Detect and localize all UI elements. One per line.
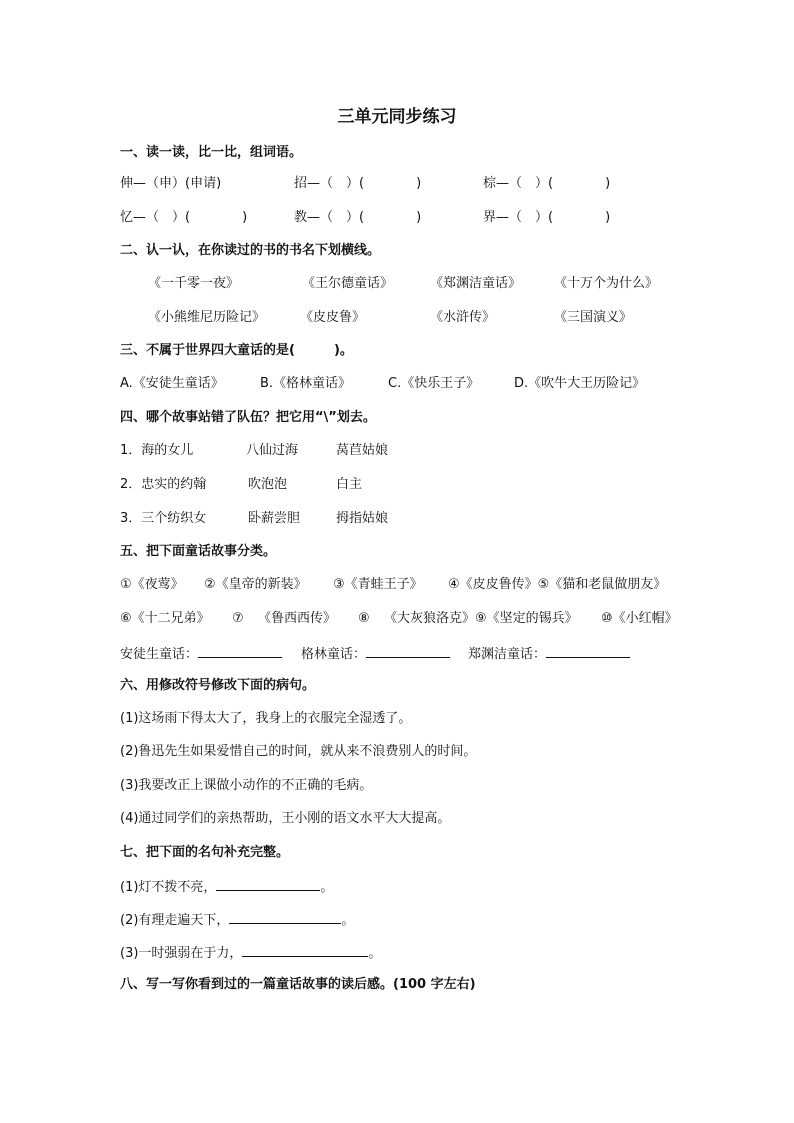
section-7-heading: 七、把下面的名句补充完整。 [120, 845, 290, 860]
story-item: ⑩《小红帽》 [601, 611, 678, 626]
sentence-item: (1)这场雨下得太大了，我身上的衣服完全湿透了。 [120, 711, 412, 726]
answer-blank[interactable] [242, 944, 368, 957]
section-5-heading: 五、把下面童话故事分类。 [120, 544, 277, 559]
story-item: 2．忠实的约翰 [120, 477, 207, 492]
category-andersen [120, 645, 282, 663]
answer-blank[interactable] [546, 645, 630, 658]
proverb-item [120, 878, 333, 896]
category-zheng [468, 645, 630, 663]
story-item: 3．三个纺织女 [120, 511, 207, 526]
page-title: 三单元同步练习 [337, 107, 457, 127]
proverb-item [120, 911, 354, 929]
story-item: ⑥《十二兄弟》 [120, 611, 210, 626]
book-title: 《郑渊洁童话》 [430, 276, 522, 291]
section-6-heading: 六、用修改符号修改下面的病句。 [120, 678, 316, 693]
word-item: 伸—（申）(申请) [120, 176, 222, 191]
section-1-heading: 一、读一读，比一比，组词语。 [120, 145, 303, 160]
book-title: 《水浒传》 [430, 310, 496, 325]
story-item: 八仙过海 [246, 443, 299, 458]
story-item: 《大灰狼洛克》⑨《坚定的锡兵》 [384, 611, 578, 626]
word-item: 招—（ ）( ) [294, 176, 422, 191]
story-item: ⑧ [358, 611, 370, 626]
choice-option-b: B.《格林童话》 [260, 376, 352, 391]
category-label: 郑渊洁童话： [468, 647, 547, 662]
section-8-heading: 八、写一写你看到过的一篇童话故事的读后感。(100 字左右) [120, 977, 476, 992]
sentence-item: (4)通过同学们的亲热帮助，王小刚的语文水平大大提高。 [120, 811, 451, 826]
proverb-text: (3)一时强弱在于力， [120, 946, 243, 961]
story-item: 吹泡泡 [248, 477, 288, 492]
book-title: 《皮皮鲁》 [300, 310, 366, 325]
section-3-heading: 三、不属于世界四大童话的是( )。 [120, 343, 353, 358]
category-label: 安徒生童话： [120, 647, 199, 662]
period: 。 [368, 946, 382, 961]
story-item: ③《青蛙王子》 [333, 577, 423, 592]
story-item: 卧薪尝胆 [248, 511, 301, 526]
sentence-item: (2)鲁迅先生如果爱惜自己的时间，就从来不浪费别人的时间。 [120, 744, 477, 759]
period: 。 [320, 880, 334, 895]
word-item: 忆—（ ）( ) [120, 210, 248, 225]
story-item: 拇指姑娘 [336, 511, 389, 526]
answer-blank[interactable] [216, 878, 320, 891]
proverb-item [120, 944, 381, 962]
story-item: 莴苣姑娘 [336, 443, 389, 458]
proverb-text: (1)灯不拨不亮， [120, 880, 217, 895]
word-item: 界—（ ）( ) [483, 210, 611, 225]
section-4-heading: 四、哪个故事站错了队伍？把它用“\”划去。 [120, 410, 376, 425]
story-item: ①《夜莺》 [120, 577, 184, 592]
story-item: 白主 [336, 477, 363, 492]
story-item: 《鲁西西传》 [258, 611, 337, 626]
book-title: 《三国演义》 [554, 310, 633, 325]
book-title: 《小熊维尼历险记》 [148, 310, 266, 325]
book-title: 《王尔德童话》 [302, 276, 394, 291]
choice-option-d: D.《吹牛大王历险记》 [514, 376, 646, 391]
sentence-item: (3)我要改正上课做小动作的不正确的毛病。 [120, 778, 373, 793]
choice-option-c: C.《快乐王子》 [388, 376, 480, 391]
answer-blank[interactable] [198, 645, 282, 658]
story-item: ②《皇帝的新装》 [204, 577, 307, 592]
period: 。 [341, 913, 355, 928]
category-label: 格林童话： [301, 647, 367, 662]
word-item: 棕—（ ）( ) [483, 176, 611, 191]
section-2-heading: 二、认一认，在你读过的书的书名下划横线。 [120, 243, 381, 258]
story-item: 1．海的女儿 [120, 443, 194, 458]
category-grimm [301, 645, 450, 663]
story-item: ⑦ [232, 611, 244, 626]
proverb-text: (2)有理走遍天下， [120, 913, 230, 928]
answer-blank[interactable] [229, 911, 341, 924]
book-title: 《一千零一夜》 [148, 276, 240, 291]
word-item: 教—（ ）( ) [294, 210, 422, 225]
book-title: 《十万个为什么》 [554, 276, 659, 291]
answer-blank[interactable] [366, 645, 450, 658]
story-item: ④《皮皮鲁传》⑤《猫和老鼠做朋友》 [448, 577, 667, 592]
choice-option-a: A.《安徒生童话》 [120, 376, 224, 391]
